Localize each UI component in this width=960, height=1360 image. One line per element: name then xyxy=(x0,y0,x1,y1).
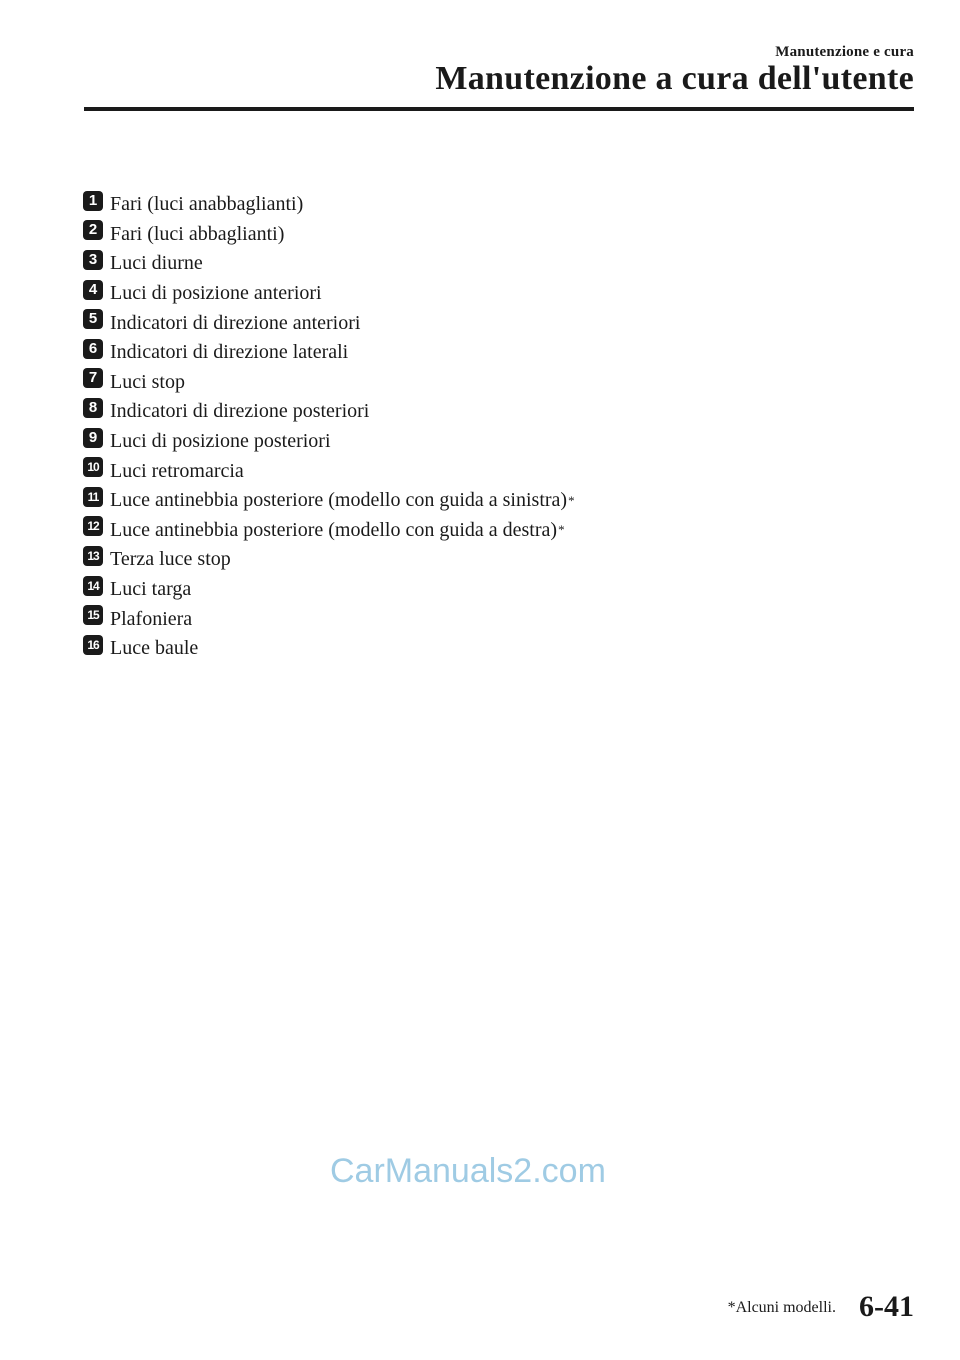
number-badge-icon xyxy=(82,634,104,656)
legend-number: 4 xyxy=(88,280,98,298)
legend-item xyxy=(82,545,575,575)
legend-item xyxy=(82,604,575,634)
legend-item xyxy=(82,397,575,427)
number-badge-icon xyxy=(82,279,104,301)
legend-number: 14 xyxy=(87,578,99,593)
legend-label: Indicatori di direzione posteriori xyxy=(110,400,370,423)
number-badge-icon xyxy=(82,427,104,449)
watermark-logo: CarManuals2.com xyxy=(330,1152,606,1190)
number-badge-icon xyxy=(82,604,104,626)
number-badge-icon xyxy=(82,308,104,330)
legend-number: 13 xyxy=(87,548,99,563)
legend-item xyxy=(82,220,575,250)
legend-item xyxy=(82,575,575,605)
legend-number: 1 xyxy=(88,191,98,209)
legend-label: Luce baule xyxy=(110,637,199,660)
running-header-section: Manutenzione e cura xyxy=(775,44,914,60)
legend-label: Luce antinebbia posteriore (modello con guida a sinistra) xyxy=(110,489,568,512)
page-title: Manutenzione a cura dell'utente xyxy=(435,60,914,97)
number-badge-icon xyxy=(82,338,104,360)
page-number: 6-41 xyxy=(859,1290,914,1323)
number-badge-icon xyxy=(82,367,104,389)
legend-label: Luci diurne xyxy=(110,252,203,275)
legend-number: 8 xyxy=(88,398,98,416)
legend-number: 12 xyxy=(87,519,99,534)
legend-number: 7 xyxy=(88,369,98,387)
legend-label: Indicatori di direzione laterali xyxy=(110,341,349,364)
legend-number: 6 xyxy=(88,339,98,357)
legend-item: 12 Luce antinebbia posteriore (modello con guida a destra) * xyxy=(82,516,575,546)
legend-label: Fari (luci abbaglianti) xyxy=(110,222,285,245)
legend-item xyxy=(82,338,575,368)
header-divider xyxy=(84,107,914,111)
legend-item xyxy=(82,308,575,338)
number-badge-icon xyxy=(82,545,104,567)
legend-label: Luci targa xyxy=(110,578,192,601)
legend-item xyxy=(82,368,575,398)
legend-label: Terza luce stop xyxy=(110,548,231,571)
legend-label: Luce antinebbia posteriore (modello con guida a destra) xyxy=(110,518,558,541)
legend-item: 11 Luce antinebbia posteriore (modello con guida a sinistra) * xyxy=(82,486,575,516)
legend-number: 15 xyxy=(87,608,99,623)
number-badge-icon xyxy=(82,456,104,478)
number-badge-icon xyxy=(82,190,104,212)
number-badge-icon xyxy=(82,486,104,508)
number-badge-icon xyxy=(82,575,104,597)
bulb-legend-list xyxy=(82,190,575,664)
legend-label: Plafoniera xyxy=(110,607,193,630)
legend-number: 10 xyxy=(87,460,99,475)
legend-item xyxy=(82,427,575,457)
number-badge-icon xyxy=(82,515,104,537)
legend-number: 9 xyxy=(88,428,98,446)
legend-number: 2 xyxy=(88,221,98,239)
legend-number: 5 xyxy=(88,310,98,328)
number-badge-icon xyxy=(82,219,104,241)
legend-label: Luci di posizione anteriori xyxy=(110,282,322,305)
legend-label: Luci di posizione posteriori xyxy=(110,430,331,453)
legend-number: 3 xyxy=(88,250,98,268)
legend-label: Luci stop xyxy=(110,370,185,393)
legend-label: Indicatori di direzione anteriori xyxy=(110,311,361,334)
legend-label: Fari (luci anabbaglianti) xyxy=(110,193,304,216)
legend-number: 16 xyxy=(87,637,99,652)
number-badge-icon xyxy=(82,397,104,419)
legend-item xyxy=(82,190,575,220)
legend-item xyxy=(82,279,575,309)
legend-item xyxy=(82,456,575,486)
number-badge-icon xyxy=(82,249,104,271)
legend-item xyxy=(82,634,575,664)
footnote: *Alcuni modelli. xyxy=(727,1299,836,1316)
legend-number: 11 xyxy=(87,489,99,504)
legend-item xyxy=(82,249,575,279)
legend-label: Luci retromarcia xyxy=(110,459,244,482)
